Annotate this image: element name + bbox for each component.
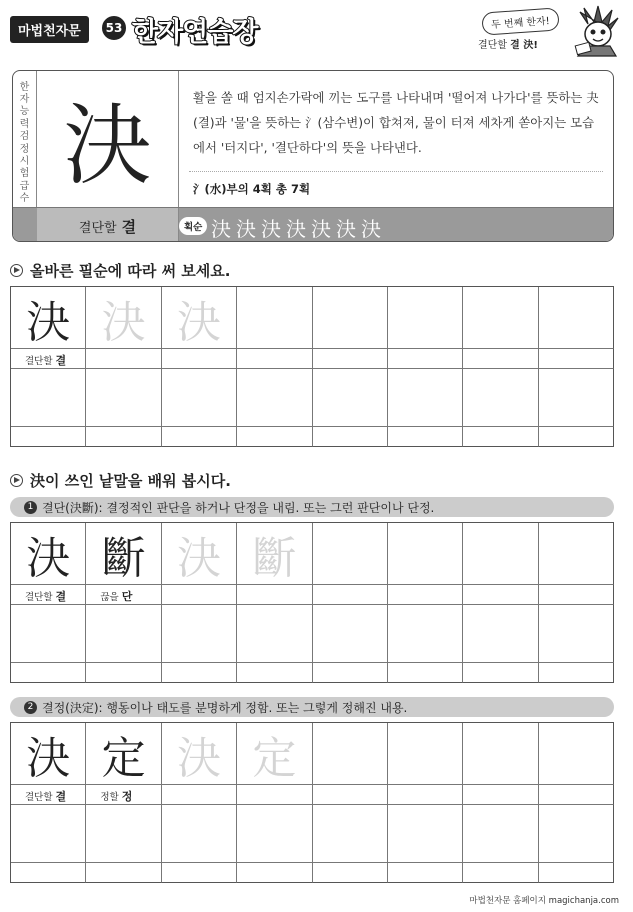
label-cell: [86, 349, 161, 369]
stroke-step: 決: [261, 217, 281, 241]
label-cell: [162, 663, 237, 683]
character-description: 활을 쏠 때 엄지손가락에 끼는 도구를 나타내며 '떨어져 나가다'를 뜻하는 夬(결)과 '물'을 뜻하는 氵(삼수변)이 합쳐져, 물이 터져 세차게 쏟아지는 모습에서 '터지다', '결단하다'의 뜻을 나타낸다.: [193, 90, 599, 155]
section-heading-text: 올바른 필순에 따라 써 보세요.: [30, 262, 231, 280]
trace-cell: 決: [162, 523, 237, 585]
number-badge: 1: [24, 501, 37, 514]
label-cell: [237, 863, 312, 883]
blank-cell[interactable]: [86, 605, 161, 663]
label-cell: [463, 863, 538, 883]
label-cell: [313, 585, 388, 605]
label-cell: [539, 349, 614, 369]
blank-cell[interactable]: [313, 805, 388, 863]
label-cell: [237, 427, 312, 447]
blank-cell[interactable]: [539, 287, 614, 349]
blank-cell[interactable]: [388, 723, 463, 785]
label-cell: [313, 863, 388, 883]
vocab-grid-2: [10, 722, 614, 883]
char-label: [86, 585, 161, 605]
side-char: 급: [19, 180, 30, 192]
stroke-step: 決: [211, 217, 231, 241]
blank-cell[interactable]: [388, 523, 463, 585]
character-info-card: [12, 70, 614, 242]
label-cell: [86, 863, 161, 883]
label-cell: [237, 663, 312, 683]
label-sound: 결: [55, 354, 67, 367]
sub-note: [478, 36, 538, 51]
blank-cell[interactable]: [388, 605, 463, 663]
label-cell: [237, 585, 312, 605]
definition-text: 결단(決斷): 결정적인 판단을 하거나 단정을 내림. 또는 그런 판단이나 단정.: [42, 500, 435, 515]
definition-text: 결정(決定): 행동이나 태도를 분명하게 정함. 또는 그렇게 정해진 내용.: [42, 700, 408, 715]
label-cell: [313, 785, 388, 805]
blank-cell[interactable]: [388, 805, 463, 863]
practice-cell: 斷: [86, 523, 161, 585]
blank-cell[interactable]: [463, 523, 538, 585]
blank-cell[interactable]: [11, 805, 86, 863]
page-title: 한자연습장: [132, 17, 258, 48]
character-meaning: [37, 208, 179, 242]
side-char: 능: [19, 106, 30, 118]
label-cell: [313, 663, 388, 683]
trace-cell: 斷: [237, 523, 312, 585]
footer-site: 마법천자문 홈페이지 magichanja.com: [469, 896, 619, 906]
blank-cell[interactable]: [539, 369, 614, 427]
trace-cell: 決: [162, 287, 237, 349]
mascot-illustration: [570, 4, 626, 58]
side-char: 정: [19, 143, 30, 155]
blank-cell[interactable]: [237, 605, 312, 663]
label-cell: [86, 663, 161, 683]
radical-info: 氵(水)부의 4획 총 7획: [193, 182, 311, 196]
label-sound: 결: [55, 790, 67, 803]
stroke-step: 決: [236, 217, 256, 241]
sub-note-prefix: 결단할: [478, 40, 507, 51]
label-cell: [237, 349, 312, 369]
label-cell: [539, 427, 614, 447]
blank-cell[interactable]: [463, 605, 538, 663]
side-char: 시: [19, 156, 30, 167]
blank-cell[interactable]: [313, 369, 388, 427]
label-cell: [539, 585, 614, 605]
practice-cell: 決: [11, 523, 86, 585]
meaning-sound: 결: [121, 217, 137, 236]
side-char: 력: [19, 118, 30, 130]
label-prefix: 끊을: [100, 592, 119, 603]
blank-cell[interactable]: [388, 369, 463, 427]
label-cell: [463, 585, 538, 605]
label-prefix: 결단할: [25, 592, 53, 603]
label-cell: [162, 585, 237, 605]
label-prefix: 결단할: [25, 356, 53, 367]
label-cell: [388, 585, 463, 605]
blank-cell[interactable]: [463, 723, 538, 785]
blank-cell[interactable]: [463, 287, 538, 349]
blank-cell[interactable]: [388, 287, 463, 349]
section-heading-practice: [10, 260, 230, 281]
lesson-number: 53: [102, 16, 126, 40]
side-char: 자: [19, 93, 30, 105]
side-char: 수: [19, 193, 30, 205]
stroke-order-sequence: [209, 213, 383, 242]
speech-bubble: 두 번째 한자!: [481, 7, 559, 35]
blank-cell[interactable]: [237, 805, 312, 863]
blank-cell[interactable]: [162, 805, 237, 863]
trace-cell: 決: [162, 723, 237, 785]
side-char: 한: [19, 81, 30, 93]
label-cell: [539, 785, 614, 805]
section-heading-vocab: [10, 470, 231, 491]
blank-cell[interactable]: [313, 287, 388, 349]
divider: [189, 171, 603, 172]
blank-cell[interactable]: [313, 723, 388, 785]
blank-cell[interactable]: [313, 523, 388, 585]
stroke-step: 決: [286, 217, 306, 241]
blank-cell[interactable]: [463, 369, 538, 427]
blank-cell[interactable]: [11, 605, 86, 663]
label-cell: [313, 349, 388, 369]
meaning-prefix: 결단할: [78, 220, 117, 236]
practice-grid: [10, 286, 614, 447]
stroke-step: 決: [361, 217, 381, 241]
label-cell: [237, 785, 312, 805]
char-label: [86, 785, 161, 805]
blank-cell[interactable]: [86, 369, 161, 427]
practice-cell: 決: [11, 723, 86, 785]
play-icon: [10, 264, 23, 277]
label-cell: [463, 785, 538, 805]
label-cell: [388, 349, 463, 369]
trace-cell: 決: [86, 287, 161, 349]
blank-cell[interactable]: [539, 605, 614, 663]
blank-cell[interactable]: [539, 523, 614, 585]
vocab-definition-1: [10, 497, 614, 517]
sub-note-bold: 결 決!: [510, 40, 538, 51]
stroke-step: 決: [336, 217, 356, 241]
label-cell: [463, 349, 538, 369]
side-char: 검: [19, 131, 30, 143]
label-cell: [388, 785, 463, 805]
blank-cell[interactable]: [463, 805, 538, 863]
vocab-grid-1: [10, 522, 614, 683]
blank-cell[interactable]: [86, 805, 161, 863]
label-cell: [463, 663, 538, 683]
label-cell: [162, 863, 237, 883]
section-heading-text: 決이 쓰인 낱말을 배워 봅시다.: [30, 472, 231, 490]
label-cell: [388, 427, 463, 447]
card-bottom-bar: [13, 207, 613, 242]
label-cell: [539, 863, 614, 883]
label-prefix: 결단할: [25, 792, 53, 803]
trace-cell: 定: [237, 723, 312, 785]
page-header: [10, 10, 623, 51]
label-cell: [463, 427, 538, 447]
blank-cell[interactable]: [162, 605, 237, 663]
label-cell: [388, 863, 463, 883]
label-cell: [162, 349, 237, 369]
label-prefix: 정할: [100, 792, 119, 803]
main-character: 決: [37, 71, 179, 207]
practice-cell: 定: [86, 723, 161, 785]
stroke-order-badge: 획순: [179, 217, 207, 235]
label-cell: [86, 427, 161, 447]
label-cell: [162, 427, 237, 447]
blank-cell[interactable]: [313, 605, 388, 663]
play-icon: [10, 474, 23, 487]
label-cell: [539, 663, 614, 683]
side-char: 험: [19, 168, 30, 180]
char-label: [11, 785, 86, 805]
practice-cell: 決: [11, 287, 86, 349]
blank-cell[interactable]: [539, 805, 614, 863]
vocab-definition-2: [10, 697, 614, 717]
label-sound: 단: [121, 590, 133, 603]
blank-cell[interactable]: [237, 287, 312, 349]
char-label: [11, 585, 86, 605]
label-sound: 결: [55, 590, 67, 603]
label-cell: [11, 427, 86, 447]
label-cell: [11, 663, 86, 683]
char-label: [11, 349, 86, 369]
blank-cell[interactable]: [162, 369, 237, 427]
blank-cell[interactable]: [539, 723, 614, 785]
label-sound: 정: [121, 790, 133, 803]
blank-cell[interactable]: [237, 369, 312, 427]
number-badge: 2: [24, 701, 37, 714]
label-cell: [162, 785, 237, 805]
blank-cell[interactable]: [11, 369, 86, 427]
label-cell: [313, 427, 388, 447]
label-cell: [11, 863, 86, 883]
stroke-step: 決: [311, 217, 331, 241]
label-cell: [388, 663, 463, 683]
brand-label: 마법천자문: [10, 16, 89, 43]
